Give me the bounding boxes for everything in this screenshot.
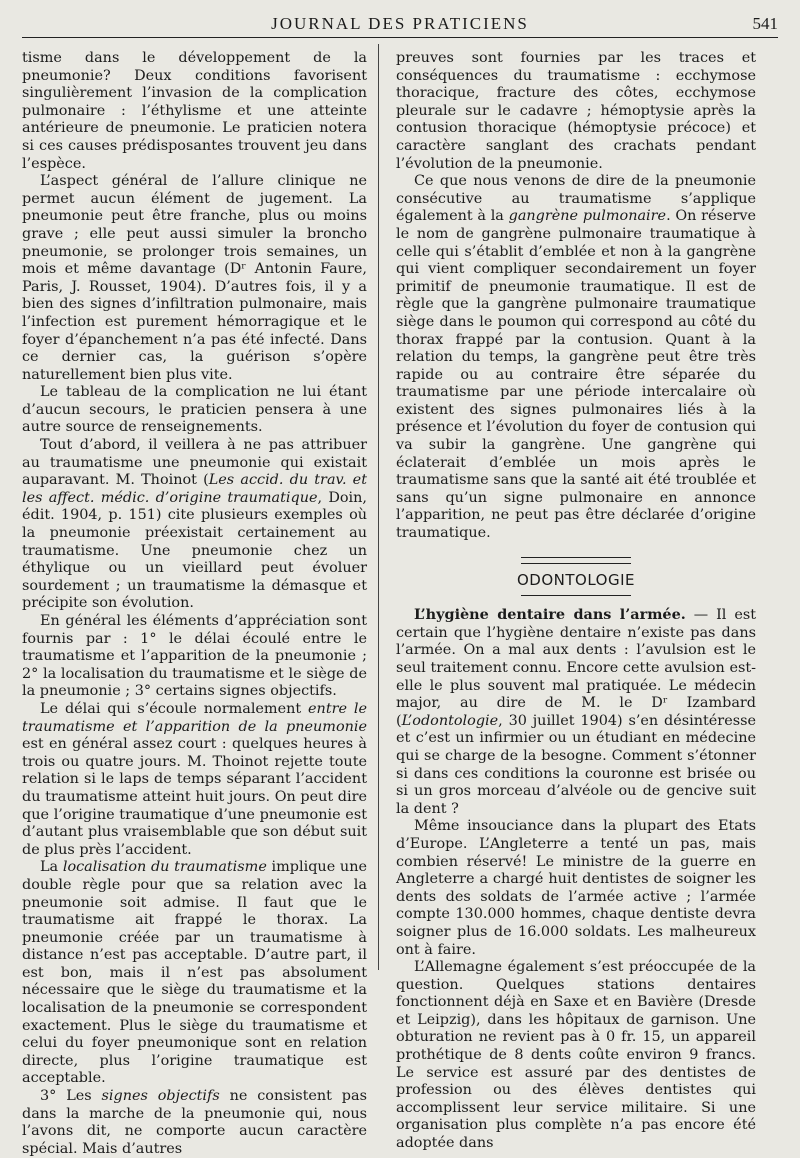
cited-work: Les accid. du trav. et les affect. médic. d’origine traumatique xyxy=(22,472,367,506)
paragraph-text: Le délai qui s’écoule normalement xyxy=(40,700,309,717)
header-rule xyxy=(22,37,778,38)
running-head xyxy=(22,6,778,36)
emphasis: signes objectifs xyxy=(101,1088,220,1105)
paragraph xyxy=(22,701,367,859)
right-column xyxy=(396,50,756,1153)
page-number: 541 xyxy=(752,14,778,33)
paragraph: tisme dans le développement de la pneumonie? Deux conditions favorisent singulièrement l’invasion de la complication pulmonaire : l’éthylisme et une atteinte antérieure de pneumonie. Le praticien notera si ces causes prédisposantes trouvent jeu dans l’espèce. xyxy=(22,50,367,172)
paragraph: preuves sont fournies par les traces et conséquences du traumatisme : ecchymose thoracique, fracture des côtes, ecchymose pleurale sur le cadavre ; hémoptysie après la contusion thoracique (hémoptysie précoce) et caractère sanglant des crachats pendant l’évolution de la pneumonie. xyxy=(396,50,756,172)
paragraph: Même insouciance dans la plupart des Etats d’Europe. L’Angleterre a tenté un pas, mais combien réservé! Le ministre de la guerre en Angleterre a chargé huit dentistes de soigner les dents des soldats de l’armée active ; l’armée compte 130.000 hommes, chaque dentiste devra soigner plus de 16.000 soldats. Les malheureux ont à faire. xyxy=(396,818,756,958)
paragraph xyxy=(22,1088,367,1158)
paragraph xyxy=(396,606,756,818)
paragraph xyxy=(22,437,367,613)
section-rule xyxy=(521,557,631,564)
paragraph xyxy=(396,173,756,542)
article-title: L’hygiène dentaire dans l’armée. xyxy=(414,606,686,624)
section-rule xyxy=(521,595,631,596)
paragraph-text: ne consistent pas dans la marche de la pneumonie qui, nous l’avons dit, ne comporte aucun caractère spécial. Mais d’autres xyxy=(22,1088,367,1157)
paragraph-text: La xyxy=(40,859,63,876)
paragraph-text: Tout d’abord, il veillera à ne pas attribuer au traumatisme une pneumonie qui existait auparavant. M. Thoinot ( xyxy=(22,437,367,489)
journal-title: JOURNAL DES PRATICIENS xyxy=(271,14,529,33)
paragraph: L’aspect général de l’allure clinique ne permet aucun élément de jugement. La pneumonie peut être franche, plus ou moins grave ; elle peut aussi simuler la broncho pneumonie, se prolonger trois semaines, un mois et même davantage (Dʳ Antonin Faure, Paris, J. Rousset, 1904). D’autres fois, il y a bien des signes d’infiltration pulmonaire, mais l’infection est purement hémorragique et le foyer d’épanchement n’a pas été infecté. Dans ce dernier cas, la guérison s’opère naturellement bien plus vite. xyxy=(22,173,367,383)
paragraph-text: Il est certain que l’hygiène dentaire n’existe pas dans l’armée. On a mal aux dents : l’avulsion est le seul traitement connu. Encore cette avulsion est-elle le plus souvent mal pratiquée. Le médecin major, au dire de M. le Dʳ Izambard ( xyxy=(396,607,757,729)
paragraph: En général les éléments d’appréciation sont fournis par : 1° le délai écoulé entre le traumatisme et l’apparition de la pneumonie ; 2° la localisation du traumatisme et le siège de la pneumonie ; 3° certains signes objectifs. xyxy=(22,613,367,700)
section-heading: ODONTOLOGIE xyxy=(516,570,635,589)
paragraph-text: Ce que nous venons de dire de la pneumonie consécutive au traumatisme s’applique également à la xyxy=(396,173,756,225)
paragraph: L’Allemagne également s’est préoccupée de la question. Quelques stations dentaires fonctionnent déjà en Saxe et en Bavière (Dresde et Leipzig), dans les hôpitaux de garnison. Une obturation ne revient pas à 0 fr. 15, un appareil prothétique de 8 dents coûte environ 9 francs. Le service est assuré par des dentistes de profession ou des élèves dentistes qui accomplissent leur service militaire. Si une organisation plus complète n’a pas encore été adoptée dans xyxy=(396,959,756,1152)
emphasis: entre le traumatisme et l’apparition de la pneumonie xyxy=(22,700,367,735)
paragraph-text: implique une double règle pour que sa relation avec la pneumonie soit admise. Il faut que le traumatisme ait frappé le thorax. La pneumonie créée par un traumatisme à distance n’est pas acceptable. D’autre part, il est bon, mais il n’est pas absolument nécessaire que le siège du traumatisme et la localisation de la pneumonie se correspondent exactement. Plus le siège du traumatisme et celui du foyer pneumonique sont en relation directe, plus l’origine traumatique est acceptable. xyxy=(22,859,367,1087)
cited-work: L’odontologie xyxy=(401,712,499,729)
column-divider xyxy=(378,44,379,970)
paragraph-text: . On réserve le nom de gangrène pulmonaire traumatique à celle qui s’établit d’emblée et non à la gangrène qui vient compliquer secondairement un foyer primitif de pneumonie traumatique. Il est de règle que la gangrène pulmonaire traumatique siège dans le poumon qui correspond au côté du thorax frappé par la contusion. Quant à la relation du temps, la gangrène peut être très rapide ou au contraire être séparée du traumatisme par une période intercalaire où existent des signes pulmonaires liés à la présence et l’évolution du foyer de contusion qui va subir la gangrène. Une gangrène qui éclaterait d’emblée un mois après le traumatisme sans que la santé ait été troublée et sans qu’un signe pulmonaire en annonce l’apparition, ne peut pas être déclarée d’origine traumatique. xyxy=(396,208,757,542)
paragraph-text: , 30 juillet 1904) s’en désintéresse et c’est un infirmier ou un étudiant en médecine qui se charge de la besogne. Comment s’étonner si dans ces conditions la couronne est brisée ou si un gros morceau d’alvéole ou de gencive suit la dent ? xyxy=(396,712,756,817)
paragraph-text: est en général assez court : quelques heures à trois ou quatre jours. M. Thoinot rejette toute relation si le laps de temps séparant l’accident du traumatisme atteint huit jours. On peut dire que l’origine traumatique d’une pneumonie est d’autant plus vraisemblable que son début suit de plus près l’accident. xyxy=(22,736,367,858)
paragraph: Le tableau de la complication ne lui étant d’aucun secours, le praticien pensera à une autre source de renseignements. xyxy=(22,384,367,436)
paragraph-text: 3° Les xyxy=(40,1088,102,1105)
left-column xyxy=(22,50,367,1158)
title-dash: — xyxy=(685,607,717,624)
paragraph-text: , Doin, édit. 1904, p. 151) cite plusieurs exemples où la pneumonie préexistait certainement au traumatisme. Une pneumonie chez un éthylique ou un vieillard peut évoluer sourdement ; un traumatisme la démasque et précipite son évolution. xyxy=(22,489,367,612)
emphasis: localisation du traumatisme xyxy=(62,859,267,876)
emphasis: gangrène pulmonaire xyxy=(508,208,667,225)
paragraph xyxy=(22,859,367,1088)
